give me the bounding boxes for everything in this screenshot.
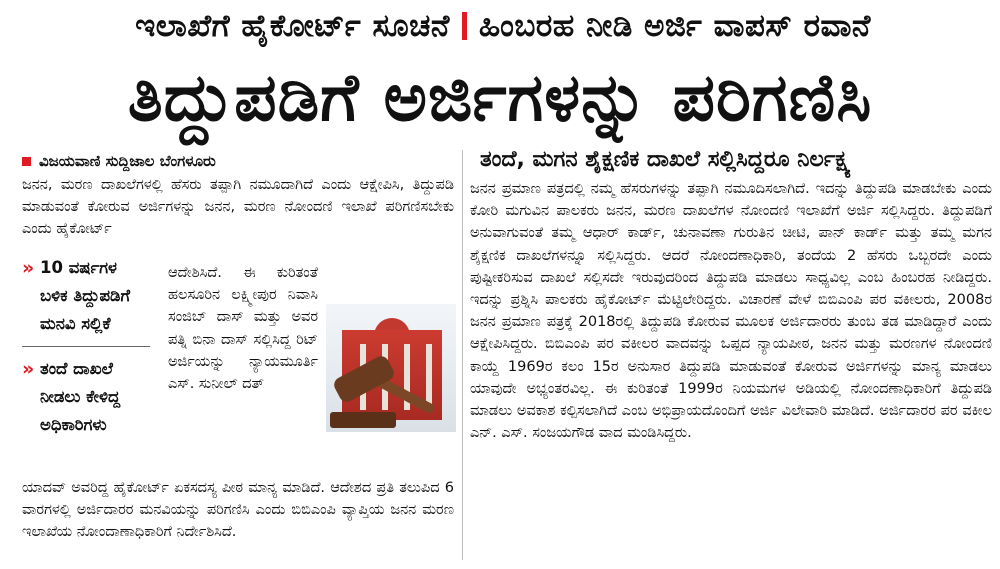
byline bbox=[22, 150, 216, 172]
red-bar-separator-icon bbox=[462, 12, 467, 40]
gavel-block-shape bbox=[330, 412, 396, 428]
lead-text: ಜನನ, ಮರಣ ದಾಖಲೆಗಳಲ್ಲಿ ಹೆಸರು ತಪ್ಪಾಗಿ ನಮೂದಾಗಿದೆ ಎಂದು ಆಕ್ಷೇಪಿಸಿ, ತಿದ್ದುಪಡಿ ಮಾಡುವಂತೆ ಕೋರುವ ಅರ್ಜಿಗಳನ್ನು ಜನನ, ಮರಣ ನೋಂದಣಿ ಇಲಾಖೆ ಪರಿಗಣಿಸಬೇಕು ಎಂದು ಹೈಕೋರ್ಟ್ bbox=[22, 177, 454, 238]
subheading: ತಂದೆ, ಮಗನ ಶೈಕ್ಷಣಿಕ ದಾಖಲೆ ಸಲ್ಲಿಸಿದ್ದರೂ ನಿರ್ಲಕ್ಷ್ಯ bbox=[480, 147, 851, 172]
highlight-divider bbox=[22, 346, 150, 347]
court-column-shape bbox=[426, 344, 432, 410]
headline: ತಿದ್ದುಪಡಿಗೆ ಅರ್ಜಿಗಳನ್ನು ಪರಿಗಣಿಸಿ bbox=[127, 59, 873, 136]
kicker-left: ಇಲಾಖೆಗೆ ಹೈಕೋರ್ಟ್ ಸೂಚನೆ bbox=[135, 7, 450, 44]
lead-paragraph bbox=[22, 174, 454, 241]
tail-paragraph bbox=[22, 462, 454, 558]
kicker-right: ಹಿಂಬರಹ ನೀಡಿ ಅರ್ಜಿ ವಾಪಸ್ ರವಾನೆ bbox=[478, 7, 871, 44]
middle-text: ಆದೇಶಿಸಿದೆ. ಈ ಕುರಿತಂತೆ ಹಲಸೂರಿನ ಲಕ್ಷ್ಮೀಪುರ ನಿವಾಸಿ ಸಂಜಿಬ್ ದಾಸ್ ಮತ್ತು ಅವರ ಪತ್ನಿ ಬಿನಾ ದಾಸ್ ಸಲ್ಲಿಸಿದ್ದ ರಿಟ್ ಅರ್ಜಿಯನ್ನು ನ್ಯಾಯಮೂರ್ತಿ ಎಸ್. ಸುನೀಲ್ ದತ್ bbox=[168, 265, 318, 393]
photo-wrap bbox=[326, 304, 456, 432]
highlight-item bbox=[22, 355, 150, 439]
kicker-line bbox=[18, 6, 988, 46]
tail-text: ಯಾದವ್ ಅವರಿದ್ದ ಹೈಕೋರ್ಟ್ ಏಕಸದಸ್ಯ ಪೀಠ ಮಾನ್ಯ ಮಾಡಿದೆ. ಆದೇಶದ ಪ್ರತಿ ತಲುಪಿದ 6 ವಾರಗಳಲ್ಲಿ ಅರ್ಜಿದಾರರ ಮನವಿಯನ್ನು ಪರಿಗಣಿಸಿ ಎಂದು ಬಿಬಿಎಂಪಿ ವ್ಯಾಪ್ತಿಯ ಜನನ ಮರಣ ಇಲಾಖೆಯ ನೋಂದಾಣಾಧಿಕಾರಿಗೆ ನಿರ್ದೇಶಿಸಿದೆ. bbox=[22, 479, 454, 540]
middle-column bbox=[168, 262, 456, 436]
highlights-box bbox=[22, 254, 150, 447]
right-body-text: ಜನನ ಪ್ರಮಾಣ ಪತ್ರದಲ್ಲಿ ನಮ್ಮ ಹೆಸರುಗಳನ್ನು ತಪ್ಪಾಗಿ ನಮೂದಿಸಲಾಗಿದೆ. ಇದನ್ನು ತಿದ್ದುಪಡಿ ಮಾಡಬೇಕು ಎಂದು ಕೋರಿ ಮಗುವಿನ ಪಾಲಕರು ಜನನ, ಮರಣ ದಾಖಲೆಗಳ ನೋಂದಣಿ ಇಲಾಖೆಗೆ ಅರ್ಜಿ ಸಲ್ಲಿಸಿದ್ದರು. ತಿದ್ದುಪಡಿಗೆ ಅನುವಾಗುವಂತೆ ತಮ್ಮ ಆಧಾರ್ ಕಾರ್ಡ್, ಚುನಾವಣಾ ಗುರುತಿನ ಚೀಟಿ, ಪಾನ್ ಕಾರ್ಡ್ ಮತ್ತು ತಮ್ಮ ಮಗನ ಶೈಕ್ಷಣಿಕ ದಾಖಲೆಗಳನ್ನೂ ಸಲ್ಲಿಸಿದ್ದರು. ಆದರೆ ನೋಂದಣಾಧಿಕಾರಿ, ತಂದೆಯ 2 ಹೆಸರು ಒಬ್ಬರದೇ ಎಂದು ಪುಷ್ಟೀಕರಿಸುವ ದಾಖಲೆ ಸಲ್ಲಿಸದೇ ಇರುವುದರಿಂದ ತಿದ್ದುಪಡಿ ಮಾಡಲು ಸಾಧ್ಯವಿಲ್ಲ ಎಂಬ ಹಿಂಬರಹ ನೀಡಿದ್ದರು. ಇದನ್ನು ಪ್ರಶ್ನಿಸಿ ಪಾಲಕರು ಹೈಕೋರ್ಟ್ ಮೆಟ್ಟಿಲೇರಿದ್ದರು. ವಿಚಾರಣೆ ವೇಳೆ ಬಿಬಿಎಂಪಿ ಪರ ವಕೀಲರು, 2008ರ ಜನನ ಪ್ರಮಾಣ ಪತ್ರಕ್ಕೆ 2018ರಲ್ಲಿ ತಿದ್ದುಪಡಿ ಕೋರುವ ಮೂಲಕ ಅರ್ಜಿದಾರರು ತುಂಬ ತಡ ಮಾಡಿದ್ದಾರೆ ಎಂದು ಆಕ್ಷೇಪಿಸಿದ್ದರು. ಬಿಬಿಎಂಪಿ ಪರ ವಕೀಲರ ವಾದವನ್ನು ಒಪ್ಪದ ನ್ಯಾಯಪೀಠ, ಜನನ ಮತ್ತು ಮರಣಗಳ ನೋಂದಣಿ ಕಾಯ್ದೆ 1969ರ ಕಲಂ 15ರ ಅನುಸಾರ ತಿದ್ದುಪಡಿ ಮಾಡುವಂತೆ ಕೋರುವ ಅರ್ಜಿಗಳನ್ನು ಮಾನ್ಯ ಮಾಡಲು ಯಾವುದೇ ಅಭ್ಯಂತರವಿಲ್ಲ. ಈ ಕುರಿತಂತೆ 1999ರ ನಿಯಮಗಳ ಅಡಿಯಲ್ಲಿ ನೋಂದಣಾಧಿಕಾರಿಗೆ ತಿದ್ದುಪಡಿ ಮಾಡಲು ಅವಕಾಶ ಕಲ್ಪಿಸಲಾಗಿದೆ ಎಂಬ ಅಭಿಪ್ರಾಯದೊಂದಿಗೆ ಅರ್ಜಿ ವಿಲೇವಾರಿ ಮಾಡಿದೆ. ಅರ್ಜಿದಾರರ ಪರ ವಕೀಲ ಎನ್. ಎಸ್. ಸಂಜಯಗೌಡ ವಾದ ಮಂಡಿಸಿದ್ದರು. bbox=[470, 181, 992, 442]
highlight-item bbox=[22, 254, 150, 338]
right-column bbox=[470, 178, 992, 444]
red-square-icon bbox=[22, 157, 31, 166]
highlight-text: ತಂದೆ ದಾಖಲೆ ನೀಡಲು ಕೇಳಿದ್ದ ಅಧಿಕಾರಿಗಳು bbox=[40, 359, 121, 434]
column-divider bbox=[462, 150, 463, 560]
double-chevron-icon: » bbox=[22, 257, 35, 279]
high-court-gavel-photo bbox=[326, 304, 456, 432]
double-chevron-icon: » bbox=[22, 358, 35, 380]
byline-text: ವಿಜಯವಾಣಿ ಸುದ್ದಿಜಾಲ ಬೆಂಗಳೂರು bbox=[39, 152, 216, 170]
highlight-text: 10 ವರ್ಷಗಳ ಬಳಿಕ ತಿದ್ದುಪಡಿಗೆ ಮನವಿ ಸಲ್ಲಿಕೆ bbox=[40, 258, 131, 333]
